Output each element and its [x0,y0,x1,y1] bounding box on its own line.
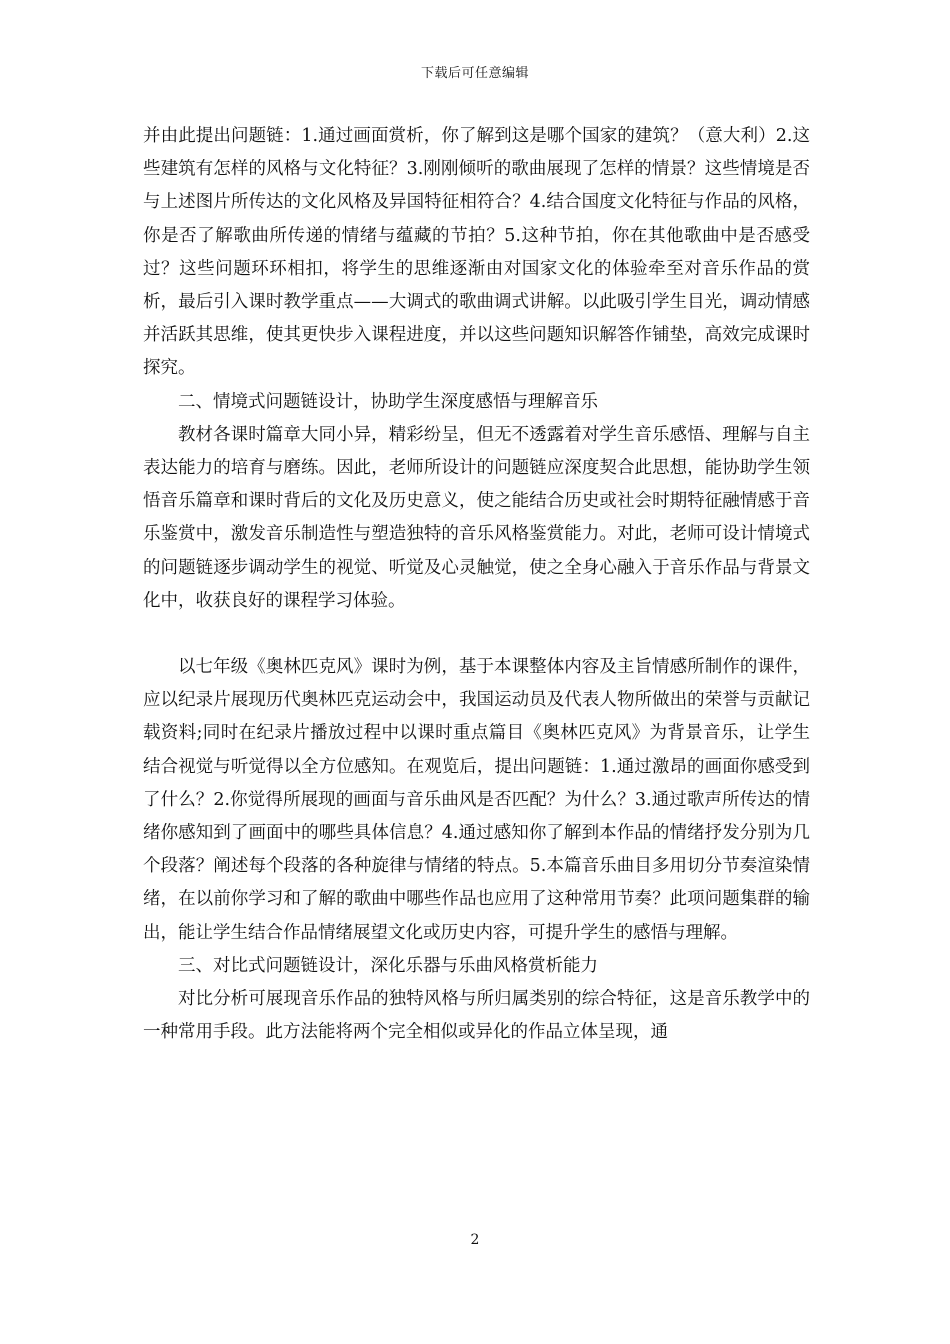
section-heading-3: 三、对比式问题链设计，深化乐器与乐曲风格赏析能力 [178,955,598,976]
page-number: 2 [470,1232,480,1248]
section-heading-2: 二、情境式问题链设计，协助学生深度感悟与理解音乐 [178,391,598,412]
paragraph: 教材各课时篇章大同小异，精彩纷呈，但无不透露着对学生音乐感悟、理解与自主表达能力的培育与磨练。因此，老师所设计的问题链应深度契合此思想，能协助学生领悟音乐篇章和课时背后的文化及历史意义，使之能结合历史或社会时期特征融情感于音乐鉴赏中，激发音乐制造性与塑造独特的音乐风格鉴赏能力。对此，老师可设计情境式的问题链逐步调动学生的视觉、听觉及心灵触觉，使之全身心融入于音乐作品与背景文化中，收获良好的课程学习体验。 [143,424,810,611]
page-header: 下载后可任意编辑 [420,66,529,81]
paragraph-spacer [143,618,810,651]
paragraph-continued: 并由此提出问题链：1.通过画面赏析，你了解到这是哪个国家的建筑？（意大利）2.这些建筑有怎样的风格与文化特征？3.刚刚倾听的歌曲展现了怎样的情景？这些情境是否与上述图片所传达的文化风格及异国特征相符合？4.结合国度文化特征与作品的风格，你是否了解歌曲所传递的情绪与蕴藏的节拍？5.这种节拍，你在其他歌曲中是否感受过？这些问题环环相扣，将学生的思维逐渐由对国家文化的体验牵至对音乐作品的赏析，最后引入课时教学重点——大调式的歌曲调式讲解。以此吸引学生目光，调动情感并活跃其思维，使其更快步入课程进度，并以这些问题知识解答作铺垫，高效完成课时探究。 [143,126,810,379]
paragraph: 以七年级《奥林匹克风》课时为例，基于本课整体内容及主旨情感所制作的课件，应以纪录片展现历代奥林匹克运动会中，我国运动员及代表人物所做出的荣誉与贡献记载资料;同时在纪录片播放过程中以课时重点篇目《奥林匹克风》为背景音乐，让学生结合视觉与听觉得以全方位感知。在观览后，提出问题链：1.通过激昂的画面你感受到了什么？2.你觉得所展现的画面与音乐曲风是否匹配？为什么？3.通过歌声所传达的情绪你感知到了画面中的哪些具体信息？4.通过感知你了解到本作品的情绪抒发分别为几个段落？阐述每个段落的各种旋律与情绪的特点。5.本篇音乐曲目多用切分节奏渲染情绪，在以前你学习和了解的歌曲中哪些作品也应用了这种常用节奏？此项问题集群的输出，能让学生结合作品情绪展望文化或历史内容，可提升学生的感悟与理解。 [143,657,810,943]
document-body [143,120,810,1049]
paragraph: 对比分析可展现音乐作品的独特风格与所归属类别的综合特征，这是音乐教学中的一种常用手段。此方法能将两个完全相似或异化的作品立体呈现，通 [143,989,810,1043]
